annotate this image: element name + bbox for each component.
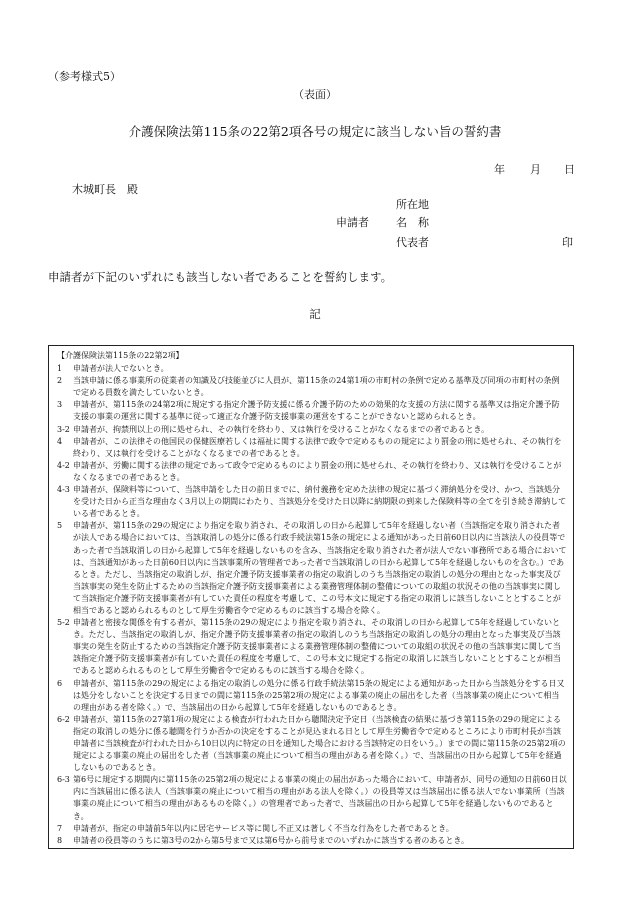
provision-number: 1: [57, 364, 63, 374]
provision-text: 当該申請に係る事業所の従業者の知識及び技能並びに人員が、第115条の24第1項の市町村の条例で定める基準及び同項の市町村の条例で定める員数を満たしていないとき。: [73, 376, 560, 398]
provision-number: 7: [57, 823, 63, 833]
provision-item: [57, 436, 567, 460]
provision-text: 申請者と密接な関係を有する者が、第115条の29の規定により指定を取り消され、その取消しの日から起算して5年を経過していないとき。ただし、当該指定の取消しが、指定介護予防支援事業者の指定の取消しのうち当該指定の取消しの処分の理由となった事実及び当該事実の発生を防止するための当該指定介護予防支援事業者による業務管理体制の整備についての取組の状況その他の当該事実に関して当該指定介護予防支援事業者が有していた責任の程度を考慮して、この号本文に規定する指定の取消しに該当しないこととすることが相当であると認められるものとして厚生労働省令で定めるものに該当する場合を除く。: [73, 618, 561, 676]
provision-item: [57, 774, 567, 822]
provisions-heading: 【介護保険法第115条の22第2項】: [57, 351, 184, 360]
applicant-representative-label: 代表者: [396, 236, 429, 249]
provision-item: [57, 460, 567, 484]
provision-number: 2: [57, 376, 63, 386]
document-title: 介護保険法第115条の22第2項各号の規定に該当しない旨の誓約書: [128, 124, 502, 139]
provision-item: [57, 363, 567, 375]
provision-number: 5-2: [57, 618, 70, 628]
provision-text: 申請者が、第115条の29の規定による指定の取消しの処分に係る行政手続法第15条の規定による通知があった日から当該処分をする日又は処分をしないことを決定する日までの間に第115条の25第2項の規定による事業の廃止の届出をした者（当該事業の廃止について相当の理由がある者を除く。）で、当該届出の日から起算して5年を経過しないものであるとき。: [73, 678, 565, 712]
provision-number: 8: [57, 835, 63, 845]
provision-item: [57, 520, 567, 617]
provision-text: 申請者が、保険料等について、当該申請をした日の前日までに、納付義務を定めた法律の規定に基づく滞納処分を受け、かつ、当該処分を受けた日から正当な理由なく3月以上の期間にわたり、当該処分を受けた日以降に納期限の到来した保険料等の全てを引き続き滞納している者であるとき。: [73, 485, 567, 519]
provision-number: 4-3: [57, 485, 70, 495]
applicant-name-label: 名 称: [396, 216, 429, 229]
provision-text: 申請者が、この法律その他国民の保健医療若しくは福祉に関する法律で政令で定めるものの規定により罰金の刑に処せられ、その執行を終わり、又は執行を受けることがなくなるまでの者であるとき。: [73, 436, 562, 458]
provision-text: 申請者が、指定の申請前5年以内に居宅サービス等に関し不正又は著しく不当な行為をした者であるとき。: [73, 823, 454, 833]
provision-text: 申請者が、拘禁刑以上の刑に処せられ、その執行を終わり、又は執行を受けることがなくなるまでの者であるとき。: [73, 424, 490, 434]
provision-item: [57, 714, 567, 774]
provision-number: 3-2: [57, 424, 70, 434]
provision-number: 4-2: [57, 460, 70, 470]
provision-number: 3: [57, 400, 63, 410]
provision-item: [57, 375, 567, 399]
provision-number: 6: [57, 678, 63, 688]
provision-text: 申請者の役員等のうちに第3号の2から第5号まで又は第6号から前号までのいずれかに該当する者のあるとき。: [73, 835, 470, 845]
provision-item: [57, 835, 567, 847]
pledge-statement: 申請者が下記のいずれにも該当しない者であることを誓約します。: [48, 270, 393, 284]
ki-heading: 記: [309, 307, 321, 321]
addressee: 木城町長 殿: [72, 183, 138, 196]
provision-item: [57, 399, 567, 423]
provision-number: 5: [57, 521, 63, 531]
provision-item: [57, 484, 567, 520]
provision-text: 申請者が、労働に関する法律の規定であって政令で定めるものにより罰金の刑に処せられ、その執行を終わり、又は執行を受けることがなくなるまでの者であるとき。: [73, 460, 562, 482]
form-reference: （参考様式5）: [48, 70, 121, 83]
date-year: 年: [494, 163, 505, 176]
provision-text: 申請者が、第115条の27第1項の規定による検査が行われた日から聴聞決定予定日（当該検査の結果に基づき第115条の29の規定による指定の取消しの処分に係る聴聞を行うか否かの決定をすることが見込まれる日として厚生労働省令で定めるところにより市町村長が当該申請者に当該検査が行われた日から10日以内に特定の日を通知した場合における当該特定の日をいう。）までの間に第115条の25第2項の規定による事業の廃止の届出をした者（当該事業の廃止について相当の理由がある者を除く。）で、当該届出の日から起算して5年を経過しないものであるとき。: [73, 714, 566, 773]
provision-number: 4: [57, 436, 63, 446]
provision-text: 申請者が、第115条の29の規定により指定を取り消され、その取消しの日から起算して5年を経過しない者（当該指定を取り消された者が法人である場合においては、当該取消しの処分に係る行政手続法第15条の規定による通知があった日前60日以内に当該法人の役員等であった者で当該取消しの日から起算して5年を経過しないものを含み、当該指定を取り消された者が法人でない事務所である場合においては、当該通知があった日前60日以内に当該事業所の管理者であった者で当該取消しの日から起算して5年を経過しないものを含む。）であるとき。ただし、当該指定の取消しが、指定介護予防支援事業者の指定の取消しのうち当該指定の取消しの処分の理由となった事実及び当該事実の発生を防止するための当該指定介護予防支援事業者による業務管理体制の整備についての取組の状況その他の当該事実に関して当該指定介護予防支援事業者が有していた責任の程度を考慮して、この号本文に規定する指定の取消しに該当しないこととすることが相当であると認められるものとして厚生労働省令で定めるものに該当する場合を除く。: [73, 521, 567, 615]
provision-text: 申請者が法人でないとき。: [73, 364, 169, 374]
provision-text: 申請者が、第115条の24第2項に規定する指定介護予防支援に係る介護予防のための効果的な支援の方法に関する基準又は指定介護予防支援の事業の運営に関する基準に従って適正な介護予防支援事業の運営をすることができないと認められるとき。: [73, 400, 560, 422]
date-month: 月: [530, 163, 541, 176]
applicant-address-label: 所在地: [396, 198, 429, 211]
provision-number: 6-3: [57, 775, 70, 785]
applicant-label: 申請者: [336, 216, 369, 229]
provision-item: [57, 617, 567, 677]
side-label: （表面）: [293, 88, 337, 101]
date-day: 日: [564, 163, 575, 176]
provisions-box: [48, 345, 574, 849]
seal-mark: 印: [562, 236, 573, 249]
provision-number: 6-2: [57, 714, 70, 724]
provision-item: [57, 424, 567, 436]
provision-item: [57, 823, 567, 835]
provision-item: [57, 678, 567, 714]
provision-text: 第6号に規定する期間内に第115条の25第2項の規定による事業の廃止の届出があった場合において、申請者が、同号の通知の日前60日以内に当該届出に係る法人（当該事業の廃止について相当の理由がある法人を除く。）の役員等又は当該届出に係る法人でない事業所（当該事業の廃止について相当の理由があるものを除く。）の管理者であった者で、当該届出の日から起算して5年を経過しないものであるとき。: [73, 775, 567, 821]
